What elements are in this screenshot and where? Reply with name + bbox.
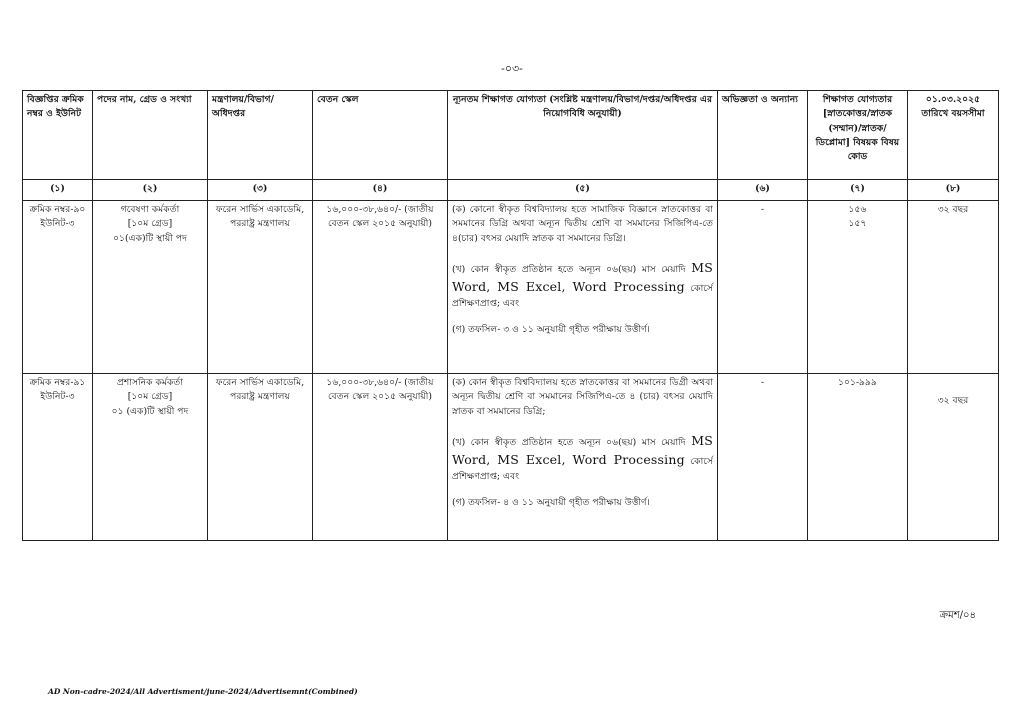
- pay-scale-cell: ১৬,০০০-৩৮,৬৪০/- (জাতীয় বেতন স্কেল ২০১৫ অনুযায়ী): [313, 374, 448, 541]
- requirement-b-prefix: (খ) কোন স্বীকৃত প্রতিষ্ঠান হতে অন্যূন ০৬(ছয়) মাস মেয়াদি: [452, 263, 686, 275]
- table-row: [23, 201, 999, 374]
- post-title: প্রশাসনিক কর্মকর্তা: [116, 377, 183, 388]
- requirement-a: (ক) কোন স্বীকৃত বিশ্ববিদ্যালয় হতে স্নাতকোত্তর বা সমমানের ডিগ্রী অথবা অন্যূন দ্বিতীয় শ্রেণি বা সমমানের সিজিপিএ-তে ৪ (চার) বৎসর মেয়াদি স্নাতক বা সমমানের ডিগ্রি;: [452, 377, 713, 417]
- page-number: -০৩-: [501, 62, 523, 75]
- column-number: (৫): [448, 180, 718, 201]
- header-post: পদের নাম, গ্রেড ও সংখ্যা: [93, 91, 208, 180]
- age-limit: ৩২ বছর: [937, 395, 969, 406]
- header-row: [23, 91, 999, 180]
- requirement-a: (ক) কোনো স্বীকৃত বিশ্ববিদ্যালয় হতে সামাজিক বিজ্ঞানে স্নাতকোত্তর বা সমমানের ডিগ্রি অথবা অন্যূন দ্বিতীয় শ্রেণি বা সমমানের সিজিপিএ-তে ৪(চার) বৎসর মেয়াদি স্নাতক বা সমমানের ডিগ্রি।: [452, 204, 713, 244]
- continued-marker: ক্রমশ/০৪: [939, 610, 976, 621]
- post-grade: [১০ম গ্রেড]: [127, 391, 173, 403]
- requirement-c: (গ) তফসিল- ৪ ও ১১ অনুযায়ী গৃহীত পরীক্ষায় উত্তীর্ণ।: [452, 496, 650, 508]
- header-qualification: ন্যূনতম শিক্ষাগত যোগ্যতা (সংশ্লিষ্ট মন্ত্রণালয়/বিভাগ/দপ্তর/অধিদপ্তর এর নিয়োগবিধি অনুযায়ী): [448, 91, 718, 180]
- column-number: (৩): [208, 180, 313, 201]
- column-number-row: [23, 180, 999, 201]
- footer-file-path: AD Non-cadre-2024/All Advertisment/june-2024/Advertisemnt(Combined): [48, 687, 358, 696]
- requirement-b-software: MS Word, MS Excel, Word Processing: [452, 259, 714, 295]
- subject-code: ১৫৭: [848, 218, 867, 230]
- post-count: ০১ (এক)টি স্থায়ী পদ: [111, 405, 189, 417]
- column-number: (১): [23, 180, 93, 201]
- column-number: (৭): [808, 180, 908, 201]
- serial-cell: ক্রমিক নম্বর-৯১ ইউনিট-৩: [23, 374, 93, 541]
- header-serial: বিজ্ঞপ্তির ক্রমিক নম্বর ও ইউনিট: [23, 91, 93, 180]
- serial-cell: ক্রমিক নম্বর-৯০ ইউনিট-৩: [23, 201, 93, 374]
- ministry-cell: [208, 374, 313, 541]
- requirement-b-suffix: কোর্সে প্রশিক্ষণপ্রাপ্ত; এবং: [452, 456, 714, 482]
- post-count: ০১(এক)টি স্থায়ী পদ: [113, 232, 187, 244]
- ministry-academy: ফরেন সার্ভিস একাডেমি,: [215, 377, 305, 388]
- subject-code-cell: [808, 201, 908, 374]
- ministry-name: পররাষ্ট্র মন্ত্রণালয়: [230, 391, 290, 403]
- requirement-b: [452, 258, 713, 311]
- ministry-name: পররাষ্ট্র মন্ত্রণালয়: [230, 218, 290, 230]
- ministry-cell: [208, 201, 313, 374]
- table-row: [23, 374, 999, 541]
- experience-cell: -: [718, 374, 808, 541]
- header-ministry: মন্ত্রণালয়/বিভাগ/ অধিদপ্তর: [208, 91, 313, 180]
- subject-code-cell: [808, 374, 908, 541]
- post-title: গবেষণা কর্মকর্তা: [120, 204, 180, 215]
- subject-code: ১৫৬: [848, 204, 867, 215]
- header-experience: অভিজ্ঞতা ও অন্যান্য: [718, 91, 808, 180]
- post-grade: [১০ম গ্রেড]: [127, 218, 173, 230]
- ministry-academy: ফরেন সার্ভিস একাডেমি,: [215, 204, 305, 215]
- requirement-c: (গ) তফসিল- ৩ ও ১১ অনুযায়ী গৃহীত পরীক্ষায় উত্তীর্ণ।: [452, 323, 650, 335]
- requirement-b: [452, 431, 713, 484]
- age-limit-cell: [908, 374, 999, 541]
- column-number: (৬): [718, 180, 808, 201]
- experience-cell: -: [718, 201, 808, 374]
- subject-code: ১০১-৯৯৯: [838, 377, 877, 388]
- requirement-b-software: MS Word, MS Excel, Word Processing: [452, 432, 714, 468]
- qualification-cell: [448, 374, 718, 541]
- requirement-b-prefix: (খ) কোন স্বীকৃত প্রতিষ্ঠান হতে অন্যূন ০৬(ছয়) মাস মেয়াদি: [452, 436, 686, 448]
- header-age-limit: ০১.০৩.২০২৫ তারিখে বয়সসীমা: [908, 91, 999, 180]
- age-limit-cell: ৩২ বছর: [908, 201, 999, 374]
- column-number: (৪): [313, 180, 448, 201]
- header-pay-scale: বেতন স্কেল: [313, 91, 448, 180]
- post-cell: [93, 374, 208, 541]
- qualification-cell: [448, 201, 718, 374]
- recruitment-table: [22, 90, 999, 541]
- post-cell: [93, 201, 208, 374]
- column-number: (২): [93, 180, 208, 201]
- requirement-b-suffix: কোর্সে প্রশিক্ষণপ্রাপ্ত; এবং: [452, 283, 714, 309]
- column-number: (৮): [908, 180, 999, 201]
- header-subject-code: শিক্ষাগত যোগ্যতার [স্নাতকোত্তর/স্নাতক (সম্মান)/স্নাতক/ ডিপ্লোমা] বিষয়ক বিষয় কোড: [808, 91, 908, 180]
- pay-scale-cell: ১৬,০০০-৩৮,৬৪০/- (জাতীয় বেতন স্কেল ২০১৫ অনুযায়ী): [313, 201, 448, 374]
